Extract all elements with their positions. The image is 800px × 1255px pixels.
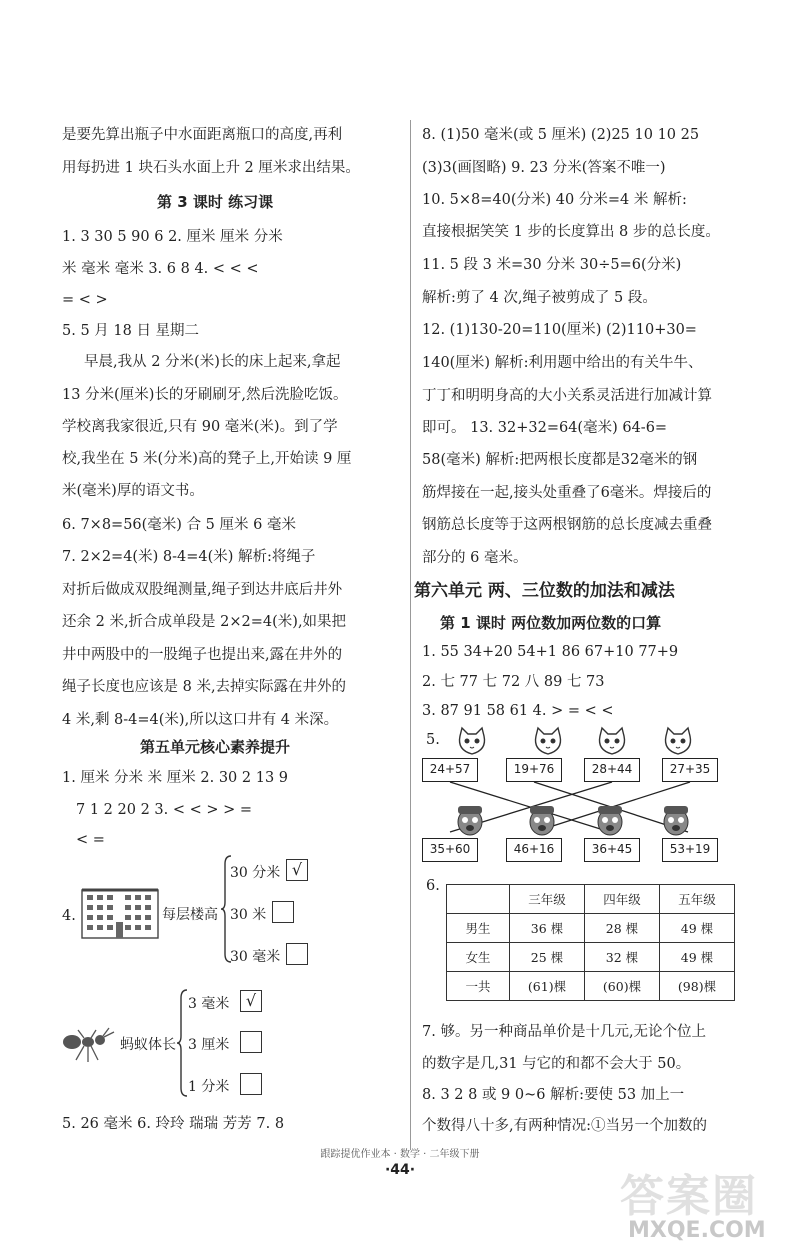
cat-icon: [454, 726, 490, 758]
building-option: 30 米: [230, 907, 267, 923]
q6-answer: 6. 7×8=56(毫米) 合 5 厘米 6 毫米: [62, 517, 296, 533]
q5-title: 5. 5 月 18 日 星期二: [62, 323, 200, 339]
answer-box-checked: √: [240, 990, 262, 1012]
answer-line: 即可。 13. 32+32=64(毫米) 64-6=: [422, 420, 668, 436]
table-cell: 36 棵: [510, 914, 585, 943]
dog-icon: [524, 800, 560, 840]
answer-line: 11. 5 段 3 米=30 分米 30÷5=6(分米): [422, 257, 682, 273]
table-row: [447, 943, 735, 972]
diary-line: 校,我坐在 5 米(分米)高的凳子上,开始读 9 厘: [62, 451, 352, 467]
q6-label: 6.: [426, 878, 440, 894]
answer-line: 7. 够。另一种商品单价是十几元,无论个位上: [422, 1024, 707, 1040]
table-cell: (60)棵: [585, 972, 660, 1001]
answer-line: 1. 3 30 5 90 6 2. 厘米 厘米 分米: [62, 229, 283, 245]
q5-label: 5.: [426, 732, 440, 748]
dog-icon: [658, 800, 694, 840]
tree-table: [446, 884, 735, 1001]
q7-line: 绳子长度也应该是 8 米,去掉实际露在井外的: [62, 679, 347, 695]
answer-line: 8. 3 2 8 或 9 0~6 解析:要使 53 加上一: [422, 1087, 685, 1103]
answer-box: [240, 1031, 262, 1053]
table-cell: 25 棵: [510, 943, 585, 972]
answer-line: (3)3(画图略) 9. 23 分米(答案不唯一): [422, 160, 666, 176]
unit6-title: 第六单元 两、三位数的加法和减法: [414, 581, 675, 601]
answer-line: 2. 七 77 七 72 八 89 七 73: [422, 674, 605, 690]
table-cell: (61)棵: [510, 972, 585, 1001]
table-cell: 28 棵: [585, 914, 660, 943]
table-row: [447, 914, 735, 943]
dog-expression-box: 36+45: [584, 838, 640, 862]
answer-line: 140(厘米) 解析:利用题中给出的有关牛牛、: [422, 355, 703, 371]
watermark-url: MXQE.COM: [628, 1218, 766, 1243]
cat-expression-box: 28+44: [584, 758, 640, 782]
table-header-row: [447, 885, 735, 914]
cat-expression-box: 19+76: [506, 758, 562, 782]
intro-line: 用每扔进 1 块石头水面上升 2 厘米求出结果。: [62, 160, 360, 176]
ant-option: 3 厘米: [188, 1037, 230, 1053]
ant-option: 1 分米: [188, 1079, 230, 1095]
answer-line: 钢筋总长度等于这两根钢筋的总长度减去重叠: [422, 517, 712, 533]
page-number: ·44·: [384, 1162, 416, 1178]
dog-icon: [452, 800, 488, 840]
table-cell: 男生: [447, 914, 510, 943]
table-header-cell: 三年级: [510, 885, 585, 914]
ant-icon: [62, 1026, 118, 1064]
answer-line: 10. 5×8=40(分米) 40 分米=4 米 解析:: [422, 192, 687, 208]
q7-line: 7. 2×2=4(米) 8-4=4(米) 解析:将绳子: [62, 549, 316, 565]
table-header-cell: [447, 885, 510, 914]
u5-line: 7 1 2 20 2 3. < < > > =: [76, 802, 253, 818]
answer-box: [240, 1073, 262, 1095]
q7-line: 还余 2 米,折合成单段是 2×2=4(米),如果把: [62, 614, 347, 630]
table-cell: 32 棵: [585, 943, 660, 972]
unit5-title: 第五单元核心素养提升: [140, 738, 291, 756]
dog-expression-box: 35+60: [422, 838, 478, 862]
u5-line: < =: [76, 832, 105, 848]
table-cell: 49 棵: [660, 914, 735, 943]
answer-line: 米 毫米 毫米 3. 6 8 4. < < <: [62, 261, 259, 277]
table-cell: 一共: [447, 972, 510, 1001]
building-option: 30 分米: [230, 865, 281, 881]
answer-line: 1. 55 34+20 54+1 86 67+10 77+9: [422, 644, 679, 660]
answer-line: 筋焊接在一起,接头处重叠了6毫米。焊接后的: [422, 485, 712, 501]
answer-box: [286, 943, 308, 965]
building-option: 30 毫米: [230, 949, 281, 965]
answer-line: = < >: [62, 292, 108, 308]
answer-line: 个数得八十多,有两种情况:①当另一个加数的: [422, 1118, 707, 1134]
dog-icon: [592, 800, 628, 840]
table-header-cell: 五年级: [660, 885, 735, 914]
intro-line: 是要先算出瓶子中水面距离瓶口的高度,再利: [62, 127, 343, 143]
q7-line: 4 米,剩 8-4=4(米),所以这口井有 4 米深。: [62, 712, 339, 728]
lesson1-title: 第 1 课时 两位数加两位数的口算: [440, 614, 662, 632]
diary-line: 学校离我家很近,只有 90 毫米(米)。到了学: [62, 419, 338, 435]
q7-line: 对折后做成双股绳测量,绳子到达井底后井外: [62, 582, 343, 598]
answer-line: 8. (1)50 毫米(或 5 厘米) (2)25 10 10 25: [422, 127, 700, 143]
table-header-cell: 四年级: [585, 885, 660, 914]
answer-line: 58(毫米) 解析:把两根长度都是32毫米的钢: [422, 452, 698, 468]
cat-expression-box: 24+57: [422, 758, 478, 782]
answer-line: 的数字是几,31 与它的和都不会大于 50。: [422, 1056, 691, 1072]
ant-option: 3 毫米: [188, 996, 230, 1012]
footer-series: 跟踪提优作业本 · 数学 · 二年级下册: [320, 1149, 480, 1160]
lesson3-title: 第 3 课时 练习课: [157, 193, 274, 211]
answer-box: [272, 901, 294, 923]
table-cell: (98)棵: [660, 972, 735, 1001]
brace-icon: [176, 988, 188, 1098]
diary-line: 米(毫米)厚的语文书。: [62, 483, 204, 499]
building-caption: 每层楼高: [162, 907, 218, 923]
ant-caption: 蚂蚁体长: [120, 1037, 176, 1053]
answer-line: 解析:剪了 4 次,绳子被剪成了 5 段。: [422, 290, 657, 306]
dog-expression-box: 46+16: [506, 838, 562, 862]
table-cell: 女生: [447, 943, 510, 972]
u5-line: 1. 厘米 分米 米 厘米 2. 30 2 13 9: [62, 770, 289, 786]
answer-box-checked: √: [286, 859, 308, 881]
answer-line: 部分的 6 毫米。: [422, 550, 528, 566]
q4-label: 4.: [62, 908, 76, 924]
dog-expression-box: 53+19: [662, 838, 718, 862]
answer-line: 直接根据笑笑 1 步的长度算出 8 步的总长度。: [422, 224, 720, 240]
watermark-logo: 答案圈: [620, 1171, 758, 1222]
diary-line: 13 分米(厘米)长的牙刷刷牙,然后洗脸吃饭。: [62, 387, 348, 403]
last-line: 5. 26 毫米 6. 玲玲 瑞瑞 芳芳 7. 8: [62, 1116, 285, 1132]
table-cell: 49 棵: [660, 943, 735, 972]
table-row: [447, 972, 735, 1001]
cat-icon: [530, 726, 566, 758]
cat-expression-box: 27+35: [662, 758, 718, 782]
q7-line: 井中两股中的一股绳子也提出来,露在井外的: [62, 647, 343, 663]
answer-line: 丁丁和明明身高的大小关系灵活进行加减计算: [422, 388, 712, 404]
cat-icon: [594, 726, 630, 758]
answer-line: 12. (1)130-20=110(厘米) (2)110+30=: [422, 322, 697, 338]
answer-line: 3. 87 91 58 61 4. > = < <: [422, 703, 614, 719]
cat-icon: [660, 726, 696, 758]
diary-line: 早晨,我从 2 分米(米)长的床上起来,拿起: [84, 354, 341, 370]
column-divider: [410, 120, 411, 1150]
building-icon: [80, 884, 160, 940]
